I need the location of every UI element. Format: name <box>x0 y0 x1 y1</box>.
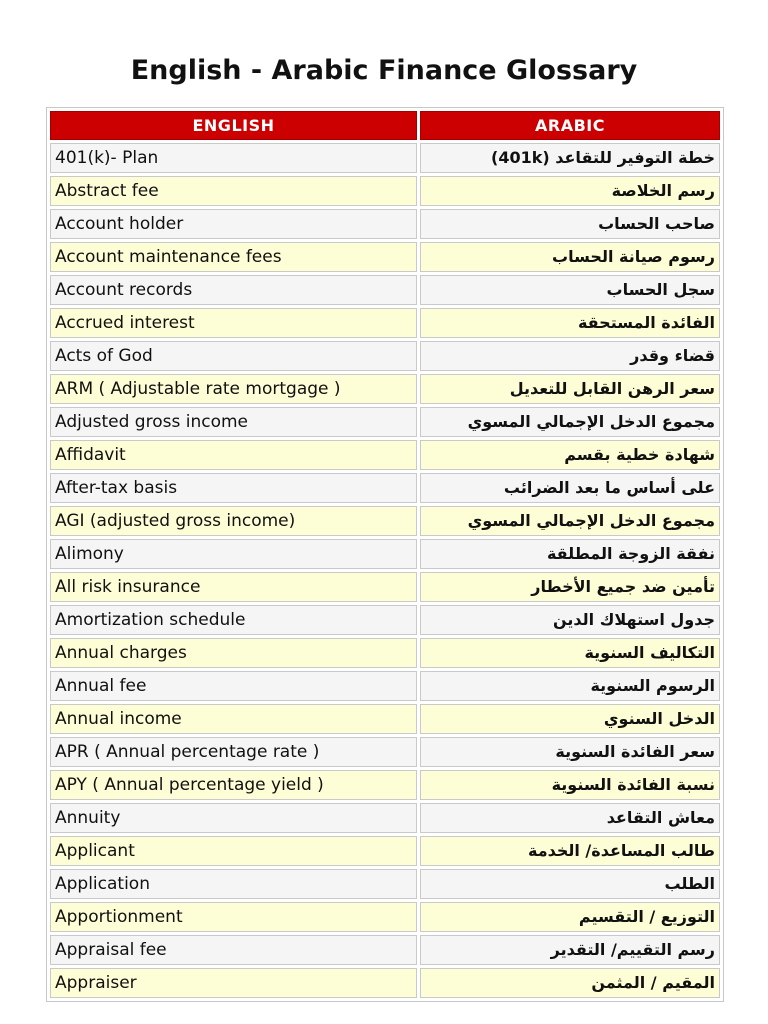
english-term: All risk insurance <box>50 572 417 602</box>
table-row <box>50 671 720 701</box>
column-header-arabic: ARABIC <box>420 111 720 140</box>
arabic-term: نفقة الزوجة المطلقة <box>420 539 720 569</box>
arabic-term: الطلب <box>420 869 720 899</box>
table-row <box>50 473 720 503</box>
english-term: Account maintenance fees <box>50 242 417 272</box>
column-header-english: ENGLISH <box>50 111 417 140</box>
arabic-term: سعر الفائدة السنوية <box>420 737 720 767</box>
english-term: Adjusted gross income <box>50 407 417 437</box>
arabic-term: رسم الخلاصة <box>420 176 720 206</box>
table-row <box>50 869 720 899</box>
arabic-term: الدخل السنوي <box>420 704 720 734</box>
english-term: Applicant <box>50 836 417 866</box>
arabic-term: الفائدة المستحقة <box>420 308 720 338</box>
english-term: Acts of God <box>50 341 417 371</box>
arabic-term: جدول استهلاك الدين <box>420 605 720 635</box>
table-row <box>50 275 720 305</box>
english-term: 401(k)- Plan <box>50 143 417 173</box>
table-row <box>50 440 720 470</box>
table-row <box>50 638 720 668</box>
table-header-row <box>50 111 720 140</box>
arabic-term: التكاليف السنوية <box>420 638 720 668</box>
page-title: English - Arabic Finance Glossary <box>130 55 638 86</box>
english-term: APR ( Annual percentage rate ) <box>50 737 417 767</box>
english-term: APY ( Annual percentage yield ) <box>50 770 417 800</box>
table-row <box>50 341 720 371</box>
glossary-table <box>46 107 724 1002</box>
english-term: Annual charges <box>50 638 417 668</box>
arabic-term: رسم التقييم/ التقدير <box>420 935 720 965</box>
english-term: Abstract fee <box>50 176 417 206</box>
table-row <box>50 572 720 602</box>
english-term: Amortization schedule <box>50 605 417 635</box>
english-term: Annuity <box>50 803 417 833</box>
arabic-term: مجموع الدخل الإجمالي المسوي <box>420 506 720 536</box>
english-term: After-tax basis <box>50 473 417 503</box>
arabic-term: صاحب الحساب <box>420 209 720 239</box>
arabic-term: المقيم / المثمن <box>420 968 720 998</box>
english-term: Accrued interest <box>50 308 417 338</box>
table-row <box>50 770 720 800</box>
arabic-term: مجموع الدخل الإجمالي المسوي <box>420 407 720 437</box>
english-term: AGI (adjusted gross income) <box>50 506 417 536</box>
english-term: Appraiser <box>50 968 417 998</box>
english-term: Annual fee <box>50 671 417 701</box>
table-row <box>50 308 720 338</box>
table-row <box>50 968 720 998</box>
english-term: Apportionment <box>50 902 417 932</box>
table-row <box>50 704 720 734</box>
english-term: Affidavit <box>50 440 417 470</box>
arabic-term: نسبة الفائدة السنوية <box>420 770 720 800</box>
arabic-term: سعر الرهن القابل للتعديل <box>420 374 720 404</box>
arabic-term: التوزيع / التقسيم <box>420 902 720 932</box>
arabic-term: رسوم صيانة الحساب <box>420 242 720 272</box>
glossary-body <box>50 143 720 998</box>
arabic-term: سجل الحساب <box>420 275 720 305</box>
table-row <box>50 539 720 569</box>
table-row <box>50 605 720 635</box>
english-term: Account records <box>50 275 417 305</box>
arabic-term: الرسوم السنوية <box>420 671 720 701</box>
arabic-term: معاش التقاعد <box>420 803 720 833</box>
table-row <box>50 506 720 536</box>
english-term: Alimony <box>50 539 417 569</box>
table-row <box>50 407 720 437</box>
table-row <box>50 935 720 965</box>
table-row <box>50 803 720 833</box>
table-row <box>50 374 720 404</box>
english-term: Application <box>50 869 417 899</box>
table-row <box>50 836 720 866</box>
english-term: ARM ( Adjustable rate mortgage ) <box>50 374 417 404</box>
table-row <box>50 176 720 206</box>
table-row <box>50 209 720 239</box>
english-term: Annual income <box>50 704 417 734</box>
english-term: Appraisal fee <box>50 935 417 965</box>
arabic-term: طالب المساعدة/ الخدمة <box>420 836 720 866</box>
table-row <box>50 902 720 932</box>
table-row <box>50 737 720 767</box>
english-term: Account holder <box>50 209 417 239</box>
arabic-term: خطة التوفير للتقاعد (401k) <box>420 143 720 173</box>
table-row <box>50 143 720 173</box>
table-row <box>50 242 720 272</box>
arabic-term: شهادة خطية بقسم <box>420 440 720 470</box>
arabic-term: تأمين ضد جميع الأخطار <box>420 572 720 602</box>
arabic-term: قضاء وقدر <box>420 341 720 371</box>
arabic-term: على أساس ما بعد الضرائب <box>420 473 720 503</box>
